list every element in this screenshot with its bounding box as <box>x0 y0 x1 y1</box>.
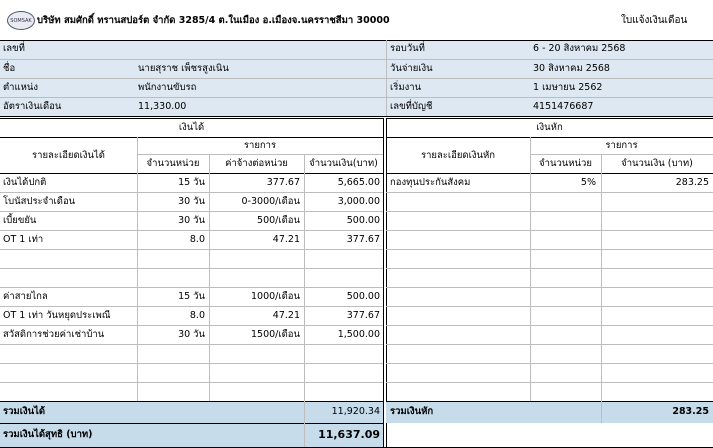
income-item-name: สวัสดิการช่วยค่าเช่าบ้าน <box>3 329 105 340</box>
net-pay-value: 11,637.09 <box>318 428 380 441</box>
deduction-items-header: รายการ <box>605 140 638 151</box>
income-item-qty: 8.0 <box>189 234 205 245</box>
deduction-item-amount: 283.25 <box>675 177 709 188</box>
document-title: ใบแจ้งเงินเดือน <box>621 15 688 26</box>
income-item-name: ค่าสายไกล <box>3 291 48 302</box>
deduction-section-title: เงินหัก <box>536 122 563 133</box>
income-item-rate: 1500/เดือน <box>251 329 300 340</box>
income-item-rate: 47.21 <box>272 234 300 245</box>
company-name: บริษัท สมศักดิ์ ทรานสปอร์ต จำกัด 3285/4 ต.ในเมือง อ.เมืองจ.นครราชสีมา 30000 <box>37 15 390 26</box>
salary-rate-label: อัตราเงินเดือน <box>3 101 62 112</box>
income-total-value: 11,920.34 <box>331 406 380 417</box>
income-item-qty: 8.0 <box>189 310 205 321</box>
deduction-total-label: รวมเงินหัก <box>390 406 434 417</box>
income-item-name: เบี้ยขยัน <box>3 215 37 226</box>
income-detail-header: รายละเอียดเงินได้ <box>32 150 105 161</box>
period-label: รอบวันที่ <box>390 43 425 54</box>
income-item-qty: 15 วัน <box>178 177 205 188</box>
income-item-amount: 377.67 <box>346 234 380 245</box>
net-pay-label: รวมเงินได้สุทธิ (บาท) <box>3 429 93 440</box>
deduction-detail-header: รายละเอียดเงินหัก <box>420 150 495 161</box>
income-total-label: รวมเงินได้ <box>3 406 46 417</box>
period-value: 6 - 20 สิงหาคม 2568 <box>533 43 626 54</box>
position-label: ตำแหน่ง <box>3 82 39 93</box>
deduction-total-value: 283.25 <box>672 406 709 417</box>
account-label: เลขที่บัญชี <box>390 101 433 112</box>
income-qty-header: จำนวนหน่วย <box>146 158 200 169</box>
income-item-amount: 1,500.00 <box>337 329 380 340</box>
income-item-rate: 500/เดือน <box>257 215 300 226</box>
company-logo: SOMSAK <box>7 11 35 30</box>
salary-rate-value: 11,330.00 <box>138 101 187 112</box>
deduction-item-qty: 5% <box>580 177 596 188</box>
employee-name: นายสุราช เพ็ชรสูงเนิน <box>138 63 229 74</box>
income-item-qty: 30 วัน <box>178 329 205 340</box>
income-item-rate: 47.21 <box>272 310 300 321</box>
start-date-label: เริ่มงาน <box>390 82 422 93</box>
income-item-rate: 1000/เดือน <box>251 291 300 302</box>
deduction-amount-header: จำนวนเงิน (บาท) <box>621 158 693 169</box>
income-item-rate: 377.67 <box>266 177 300 188</box>
income-amount-header: จำนวนเงิน(บาท) <box>309 158 378 169</box>
income-item-amount: 3,000.00 <box>337 196 380 207</box>
employee-position: พนักงานขับรถ <box>138 82 197 93</box>
income-section-title: เงินได้ <box>178 122 205 133</box>
employee-id-label: เลขที่ <box>3 43 25 54</box>
income-items-header: รายการ <box>243 140 277 151</box>
income-item-name: โบนัสประจำเดือน <box>3 196 76 207</box>
income-item-amount: 5,665.00 <box>337 177 380 188</box>
income-rate-header: ค่าจ้างต่อหน่วย <box>225 158 288 169</box>
income-item-name: เงินได้ปกติ <box>3 177 47 188</box>
income-item-name: OT 1 เท่า วันหยุดประเพณี <box>3 310 111 321</box>
pay-date-label: วันจ่ายเงิน <box>390 63 433 74</box>
deduction-qty-header: จำนวนหน่วย <box>539 158 592 169</box>
income-item-qty: 15 วัน <box>178 291 205 302</box>
income-item-name: OT 1 เท่า <box>3 234 44 245</box>
name-label: ชื่อ <box>3 63 16 74</box>
start-date-value: 1 เมษายน 2562 <box>533 82 603 93</box>
income-item-amount: 377.67 <box>346 310 380 321</box>
income-item-amount: 500.00 <box>346 291 380 302</box>
pay-date-value: 30 สิงหาคม 2568 <box>533 63 610 74</box>
income-item-qty: 30 วัน <box>178 196 205 207</box>
income-item-rate: 0-3000/เดือน <box>241 196 300 207</box>
deduction-item-name: กองทุนประกันสังคม <box>390 177 471 188</box>
income-item-qty: 30 วัน <box>178 215 205 226</box>
account-value: 4151476687 <box>533 101 594 112</box>
income-item-amount: 500.00 <box>346 215 380 226</box>
